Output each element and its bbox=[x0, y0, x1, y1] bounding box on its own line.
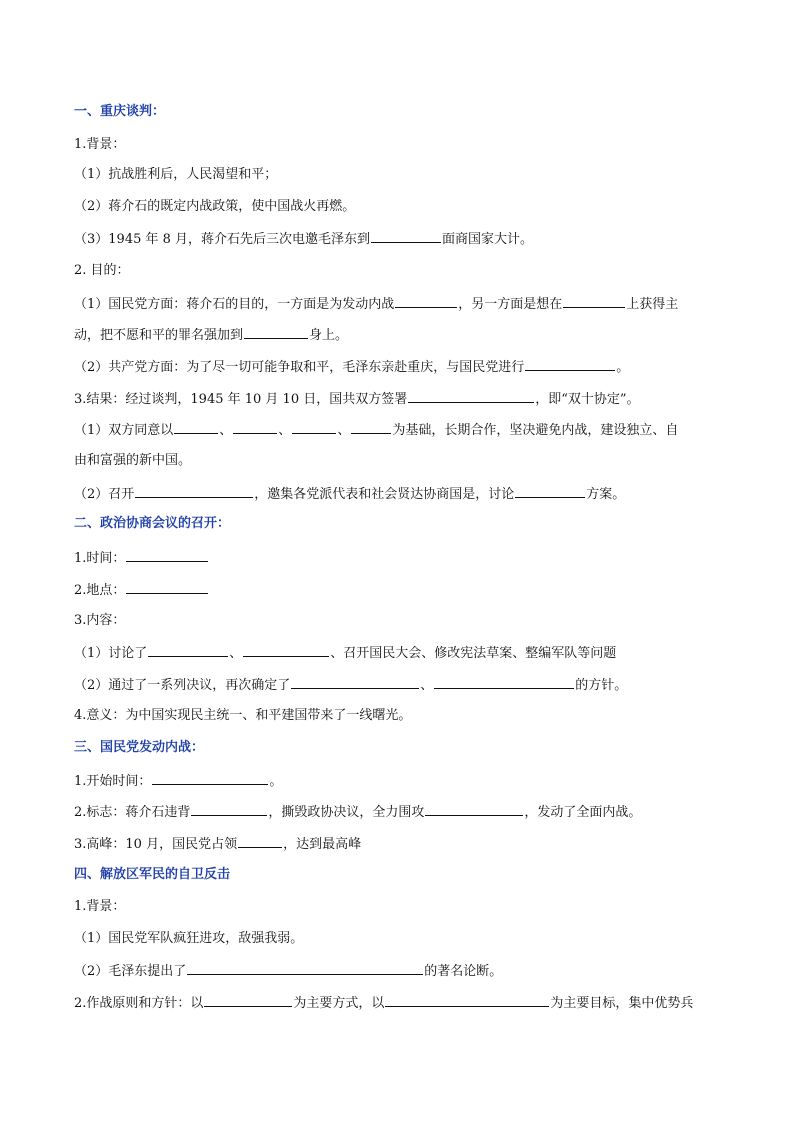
pcc-meaning: 4.意义：为中国实现民主统一、和平建国带来了一线曙光。 bbox=[74, 708, 412, 723]
text: （3）1945 年 8 月，蒋介石先后三次电邀毛泽东到 bbox=[74, 232, 371, 247]
section-heading-civil-war: 三、国民党发动内战： bbox=[74, 740, 205, 755]
result-item-1 bbox=[74, 420, 734, 440]
purpose-item-2 bbox=[74, 357, 734, 377]
text: 、 bbox=[229, 646, 243, 661]
text: 为主要方式，以 bbox=[293, 996, 385, 1011]
fill-blank[interactable] bbox=[525, 357, 615, 371]
purpose-item-1-cont bbox=[74, 325, 734, 345]
text: 2.地点： bbox=[74, 583, 126, 598]
text: ，撕毁政协决议，全力围攻 bbox=[268, 805, 425, 820]
text: ，即“双十协定”。 bbox=[535, 392, 640, 407]
text: 2.作战原则和方针：以 bbox=[74, 996, 204, 1011]
fill-blank[interactable] bbox=[233, 420, 277, 434]
fill-blank[interactable] bbox=[515, 484, 585, 498]
text: 为基础，长期合作，坚决避免内战，建设独立、自 bbox=[392, 423, 679, 438]
fill-blank[interactable] bbox=[408, 389, 534, 403]
pcc-time bbox=[74, 548, 734, 568]
fill-blank[interactable] bbox=[292, 420, 336, 434]
background-label: 1.背景： bbox=[74, 137, 126, 152]
pcc-content-1 bbox=[74, 643, 734, 663]
fill-blank[interactable] bbox=[238, 834, 282, 848]
text: 动，把不愿和平的罪名强加到 bbox=[74, 328, 244, 343]
text: （1）讨论了 bbox=[74, 646, 148, 661]
fill-blank[interactable] bbox=[152, 771, 268, 785]
text: 的著名论断。 bbox=[424, 964, 503, 979]
result-line bbox=[74, 389, 734, 409]
text: 、 bbox=[278, 423, 292, 438]
civil-war-peak bbox=[74, 834, 734, 854]
purpose-item-1 bbox=[74, 294, 734, 314]
counterattack-bg-2 bbox=[74, 961, 734, 981]
fill-blank[interactable] bbox=[425, 802, 523, 816]
fill-blank[interactable] bbox=[187, 961, 423, 975]
text: 、召开国民大会、修改宪法草案、整编军队等问题 bbox=[330, 646, 617, 661]
text: 2.标志：蒋介石违背 bbox=[74, 805, 191, 820]
fill-blank[interactable] bbox=[385, 993, 549, 1007]
result-item-1-cont: 由和富强的新中国。 bbox=[74, 453, 192, 468]
text: 面商国家大计。 bbox=[442, 232, 534, 247]
section-heading-counterattack: 四、解放区军民的自卫反击 bbox=[74, 867, 231, 882]
fill-blank[interactable] bbox=[126, 580, 208, 594]
civil-war-mark bbox=[74, 802, 734, 822]
pcc-content-label: 3.内容： bbox=[74, 613, 126, 628]
text: 3.高峰：10 月，国民党占领 bbox=[74, 837, 238, 852]
text: ，发动了全面内战。 bbox=[524, 805, 642, 820]
text: （2）共产党方面：为了尽一切可能争取和平，毛泽东亲赴重庆，与国民党进行 bbox=[74, 360, 525, 375]
counterattack-bg-label: 1.背景： bbox=[74, 899, 126, 914]
text: 1.时间： bbox=[74, 551, 126, 566]
fill-blank[interactable] bbox=[174, 420, 218, 434]
background-item-2: （2）蒋介石的既定内战政策，使中国战火再燃。 bbox=[74, 199, 356, 214]
fill-blank[interactable] bbox=[434, 675, 574, 689]
fill-blank[interactable] bbox=[563, 294, 625, 308]
result-item-2 bbox=[74, 484, 734, 504]
text: 1.开始时间： bbox=[74, 774, 152, 789]
text: 身上。 bbox=[309, 328, 349, 343]
text: （2）召开 bbox=[74, 487, 135, 502]
text: （2）通过了一系列决议，再次确定了 bbox=[74, 678, 291, 693]
text: 。 bbox=[616, 360, 630, 375]
counterattack-bg-1: （1）国民党军队疯狂进攻，敌强我弱。 bbox=[74, 931, 304, 946]
pcc-place bbox=[74, 580, 734, 600]
text: 方案。 bbox=[586, 487, 626, 502]
text: 3.结果：经过谈判，1945 年 10 月 10 日，国共双方签署 bbox=[74, 392, 408, 407]
text: （1）国民党方面：蒋介石的目的，一方面是为发动内战 bbox=[74, 297, 395, 312]
text: 、 bbox=[420, 678, 434, 693]
fill-blank[interactable] bbox=[291, 675, 419, 689]
fill-blank[interactable] bbox=[204, 993, 292, 1007]
fill-blank[interactable] bbox=[126, 548, 208, 562]
fill-blank[interactable] bbox=[148, 643, 228, 657]
section-heading-pcc: 二、政治协商会议的召开： bbox=[74, 516, 231, 531]
fill-blank[interactable] bbox=[351, 420, 391, 434]
text: （1）双方同意以 bbox=[74, 423, 174, 438]
text: 为主要目标，集中优势兵 bbox=[550, 996, 694, 1011]
fill-blank[interactable] bbox=[243, 643, 329, 657]
fill-blank[interactable] bbox=[395, 294, 457, 308]
background-item-3 bbox=[74, 229, 734, 249]
pcc-content-2 bbox=[74, 675, 734, 695]
section-heading-chongqing: 一、重庆谈判： bbox=[74, 104, 166, 119]
background-item-1: （1）抗战胜利后，人民渴望和平； bbox=[74, 167, 278, 182]
text: 。 bbox=[269, 774, 283, 789]
text: ，达到最高峰 bbox=[283, 837, 362, 852]
text: ，另一方面是想在 bbox=[458, 297, 563, 312]
text: 上获得主 bbox=[626, 297, 679, 312]
fill-blank[interactable] bbox=[371, 229, 441, 243]
text: ，邀集各党派代表和社会贤达协商国是，讨论 bbox=[254, 487, 515, 502]
fill-blank[interactable] bbox=[244, 325, 308, 339]
text: （2）毛泽东提出了 bbox=[74, 964, 187, 979]
fill-blank[interactable] bbox=[135, 484, 253, 498]
text: 、 bbox=[219, 423, 233, 438]
purpose-label: 2. 目的： bbox=[74, 263, 130, 278]
fill-blank[interactable] bbox=[191, 802, 267, 816]
civil-war-start bbox=[74, 771, 734, 791]
counterattack-principle bbox=[74, 993, 734, 1013]
text: 、 bbox=[337, 423, 351, 438]
text: 的方针。 bbox=[575, 678, 628, 693]
